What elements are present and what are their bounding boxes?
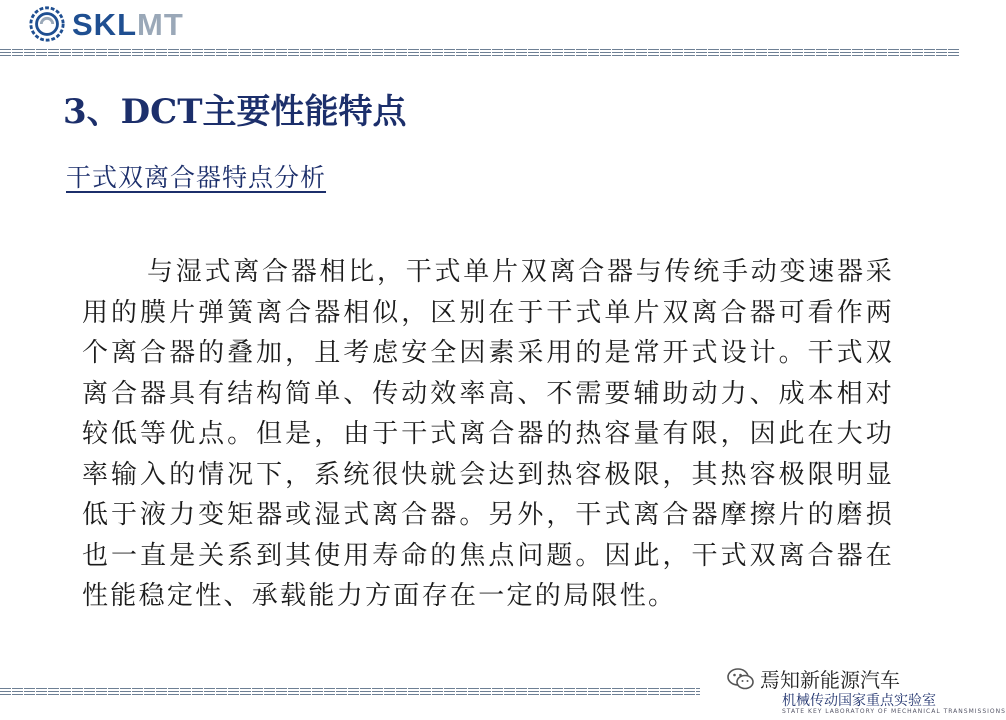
watermark-account-name: 焉知新能源汽车 <box>760 668 900 692</box>
watermark-lab-english: STATE KEY LABORATORY OF MECHANICAL TRANSMISSIONS <box>782 708 1006 715</box>
watermark <box>726 664 1006 718</box>
slide-subtitle: 干式双离合器特点分析 <box>66 163 327 192</box>
body-paragraph: 与湿式离合器相比，干式单片双离合器与传统手动变速器采用的膜片弹簧离合器相似，区别在于干式单片双离合器可看作两个离合器的叠加，且考虑安全因素采用的是常开式设计。干式双离合器具有结构简单、传动效率高、不需要辅助动力、成本相对较低等优点。但是，由于干式离合器的热容量有限，因此在大功率输入的情况下，系统很快就会达到热容极限，其热容极限明显低于液力变矩器或湿式离合器。另外，干式离合器摩擦片的磨损也一直是关系到其使用寿命的焦点问题。因此，干式双离合器在性能稳定性、承载能力方面存在一定的局限性。 <box>82 257 894 611</box>
wechat-icon <box>726 666 756 692</box>
logo-text-dark: SKL <box>72 6 137 42</box>
header-divider <box>0 49 960 56</box>
logo-text-light: MT <box>137 6 184 42</box>
footer-divider <box>0 688 700 695</box>
sklmt-logo <box>28 4 184 44</box>
gear-logo-icon <box>28 5 66 43</box>
watermark-lab-name: 机械传动国家重点实验室 <box>782 693 936 709</box>
logo-wordmark <box>72 6 184 42</box>
slide-title: 3、DCT主要性能特点 <box>63 92 407 132</box>
